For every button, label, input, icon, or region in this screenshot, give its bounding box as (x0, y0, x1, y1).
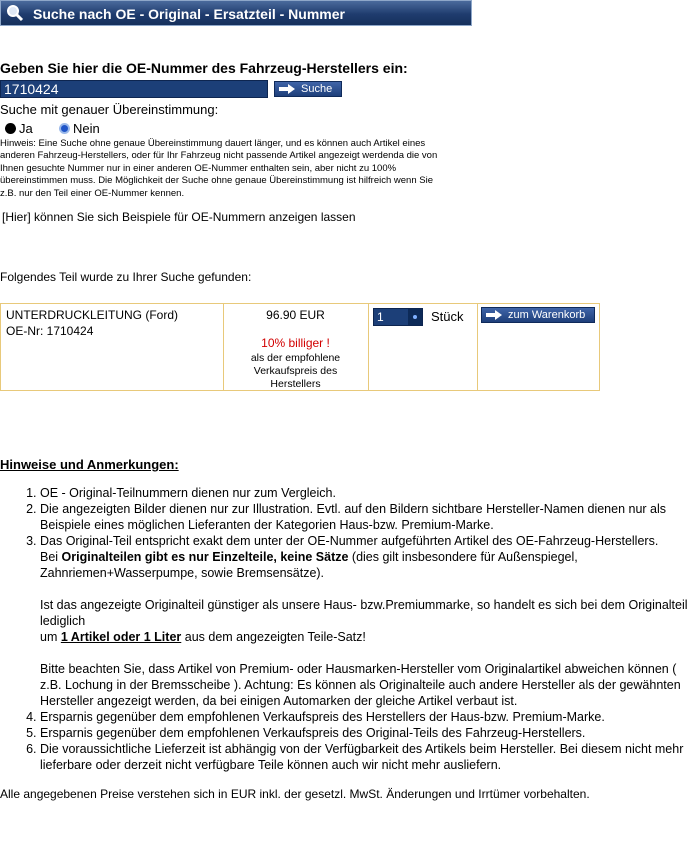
footer-note: Alle angegebenen Preise verstehen sich in EUR inkl. der gesetzl. MwSt. Änderungen und Irrtümer vorbehalten. (0, 787, 590, 801)
search-prompt: Geben Sie hier die OE-Nummer des Fahrzeug-Herstellers ein: (0, 60, 408, 76)
exact-match-label: Suche mit genauer Übereinstimmung: (0, 102, 219, 117)
note-text: aus dem angezeigten Teile-Satz! (181, 630, 366, 644)
radio-nein-checked-icon[interactable] (59, 123, 70, 134)
note-text: Ersparnis gegenüber dem empfohlenen Verkaufspreis des Original-Teils des Fahrzeug-Herstellers. (40, 726, 586, 740)
radio-ja-label: Ja (19, 121, 33, 136)
note-text: um (40, 630, 61, 644)
notes-list (0, 485, 695, 773)
arrow-right-icon (279, 84, 295, 94)
examples-link[interactable]: [Hier] können Sie sich Beispiele für OE-Nummern anzeigen lassen (2, 210, 356, 224)
page-title: Suche nach OE - Original - Ersatzteil - Nummer (33, 6, 345, 22)
list-item (40, 485, 695, 501)
quantity-cell (368, 304, 478, 390)
add-to-cart-button[interactable] (481, 307, 595, 323)
note-text: Ersparnis gegenüber dem empfohlenen Verkaufspreis des Herstellers der Haus-bzw. Premium-Marke. (40, 710, 605, 724)
note-bold-text: 1 Artikel oder 1 Liter (60, 630, 182, 644)
unit-label: Stück (431, 309, 464, 324)
radio-nein-label: Nein (73, 121, 100, 136)
list-item (40, 501, 695, 533)
list-item (40, 709, 695, 725)
radio-option-nein[interactable] (59, 121, 100, 136)
list-item (40, 741, 695, 773)
list-item (40, 725, 695, 741)
title-bar (0, 0, 472, 26)
product-name: UNTERDRUCKLEITUNG (Ford) (6, 308, 179, 322)
note-text: Bitte beachten Sie, dass Artikel von Premium- oder Hausmarken-Hersteller vom Originalartikel abweichen können ( z.B. Lochung in der Bremsscheibe ). Achtung: Es können als Originalteile auch andere Hersteller als der gewähnten Hersteller angezeigt werden, da bei einigen Automarken der gleiche Artikel verbaut ist. (40, 662, 681, 708)
search-button-label: Suche (301, 83, 333, 95)
cart-cell (477, 304, 599, 390)
quantity-value: 1 (377, 310, 384, 324)
note-text: (dies gilt insbesondere für Außenspiegel, Zahnriemen+Wasserpumpe, sowie Bremsensätze). (40, 550, 578, 580)
note-text: Die voraussichtliche Lieferzeit ist abhängig von der Verfügbarkeit des Artikels beim Hersteller. Bei diesem nicht mehr lieferbare oder derzeit nicht verfügbare Teile können auch wir nicht mehr ausliefern. (40, 742, 684, 772)
note-bold-text: Originalteilen gibt es nur Einzelteile, keine Sätze (61, 550, 349, 564)
price: 96.90 EUR (266, 308, 325, 322)
cart-button-label: zum Warenkorb (508, 309, 586, 321)
result-row (0, 303, 600, 391)
product-cell (1, 304, 224, 390)
arrow-right-icon (486, 310, 502, 320)
search-button[interactable] (274, 81, 342, 97)
oe-number-input[interactable] (0, 80, 268, 98)
price-cell (223, 304, 369, 390)
found-text: Folgendes Teil wurde zu Ihrer Suche gefunden: (0, 270, 252, 284)
note-text: Die angezeigten Bilder dienen nur zur Illustration. Evtl. auf den Bildern sichtbare Hersteller-Namen dienen nur als Beispiele eines möglichen Lieferanten der Kategorien Haus-bzw. Premium-Marke. (40, 502, 667, 532)
notes-heading: Hinweise und Anmerkungen: (0, 457, 179, 472)
discount-note: als der empfohlene Verkaufspreis des Herstellers (250, 352, 341, 390)
radio-option-ja[interactable] (5, 121, 33, 136)
note-text: Ist das angezeigte Originalteil günstiger als unsere Haus- bzw.Premiummarke, so handelt es sich bei dem Originalteil lediglich (40, 598, 688, 628)
search-hint: Hinweis: Eine Suche ohne genaue Übereinstimmung dauert länger, und es können auch Artikel eines anderen Fahrzeug-Herstellers, oder für Ihr Fahrzeug nicht passende Artikel angezeigt werdenda die von Ihnen gesuchte Nummer nur in einer anderen OE-Nummer enthalten sein, aber nicht zu 100% übereinstimmen muss. Die Möglichkeit der Suche ohne genaue Übereinstimmung ist hilfreich wenn Sie z.B. nur den Teil einer OE-Nummer kennen. (0, 138, 438, 199)
note-text: Bei (40, 550, 62, 564)
note-text: OE - Original-Teilnummern dienen nur zum Vergleich. (40, 486, 336, 500)
discount-badge: 10% billiger ! (261, 336, 330, 350)
oe-number: OE-Nr: 1710424 (6, 324, 94, 338)
note-text: Das Original-Teil entspricht exakt dem unter der OE-Nummer aufgeführten Artikel des OE-Fahrzeug-Herstellers. (40, 534, 659, 548)
quantity-stepper[interactable] (373, 308, 423, 326)
magnifier-icon (6, 4, 24, 22)
radio-ja-unchecked-icon[interactable] (5, 123, 16, 134)
spinner-icon[interactable] (408, 309, 422, 325)
list-item (40, 533, 695, 709)
